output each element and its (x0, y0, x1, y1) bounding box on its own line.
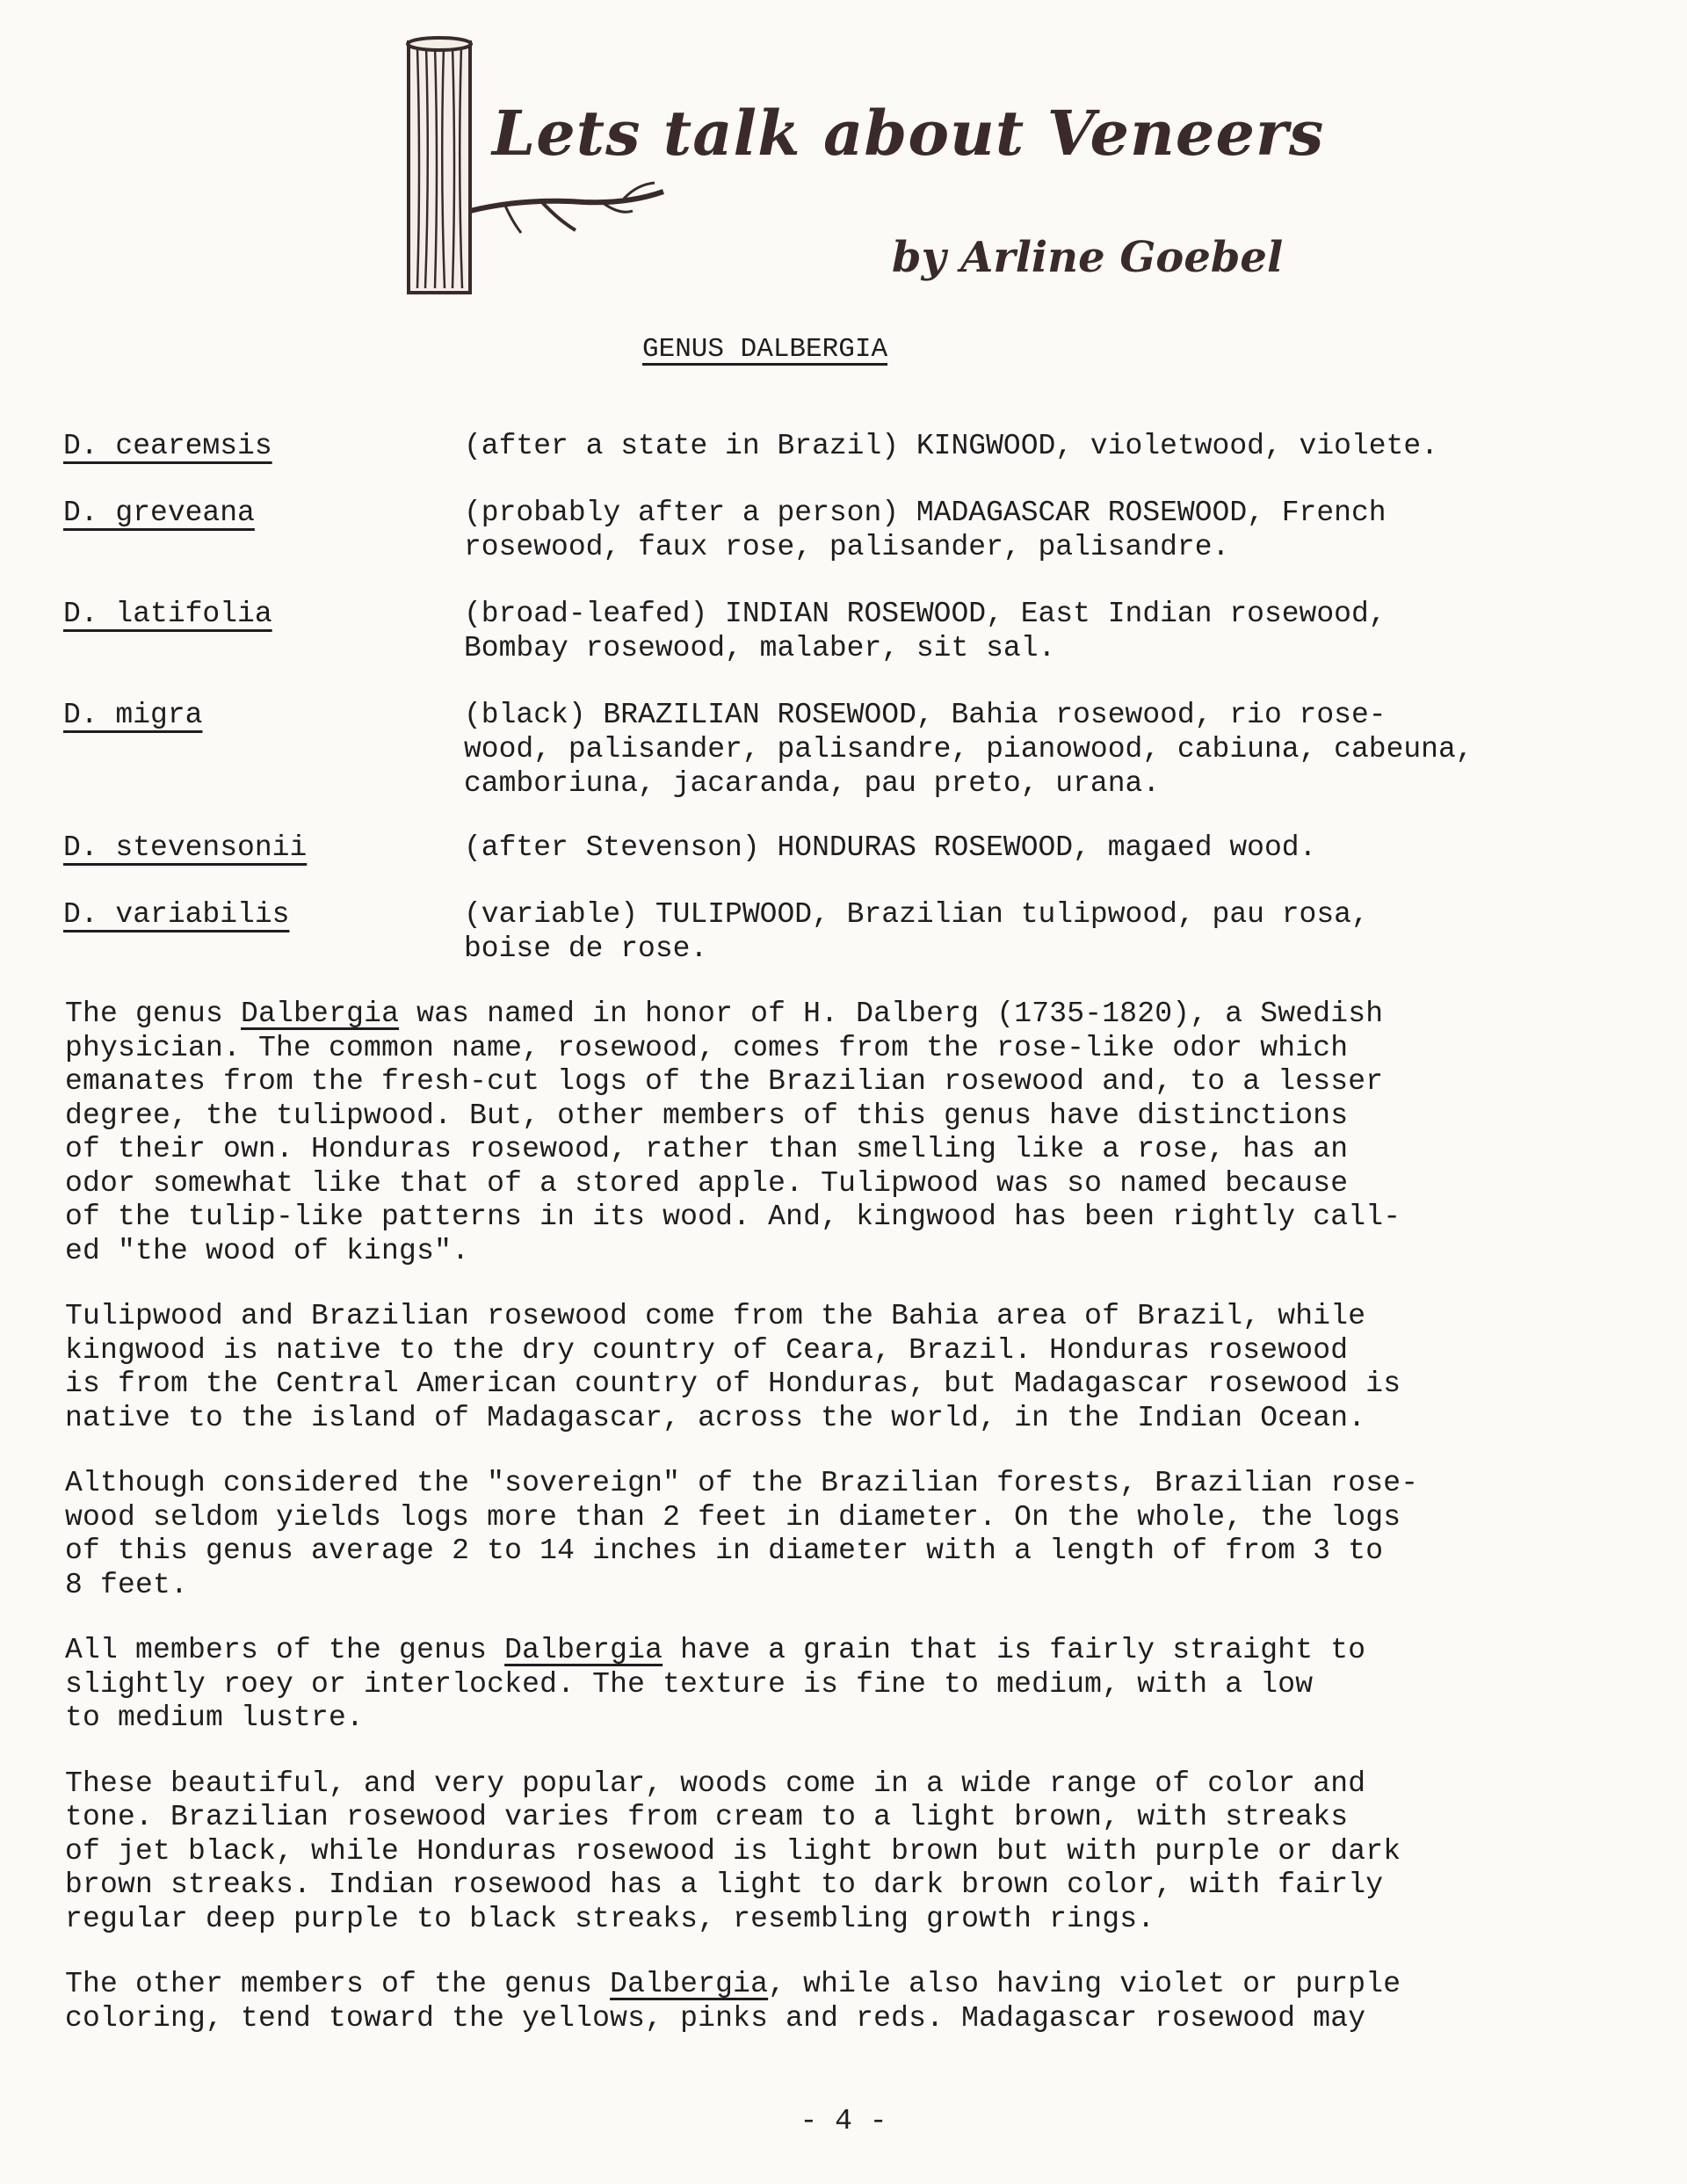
species-name: D. migra (63, 699, 203, 731)
species-description: (after a state in Brazil) KINGWOOD, violetwood, violete. (464, 430, 1438, 462)
paragraph-text: have a grain that is fairly straight to slightly roey or interlocked. The texture is fine to medium, with a low to medium lustre. (65, 1634, 1366, 1734)
species-entry (63, 897, 1636, 968)
paragraph (65, 998, 1629, 1268)
species-description: (probably after a person) MADAGASCAR ROSEWOOD, French rosewood, faux rose, palisander, palisandre. (464, 497, 1387, 563)
section-heading: GENUS DALBERGIA (642, 334, 888, 365)
header-logo (400, 35, 1325, 299)
species-description: (after Stevenson) HONDURAS ROSEWOOD, magaed wood. (464, 831, 1317, 864)
species-entry (63, 496, 1636, 597)
species-name: D. greveana (63, 497, 255, 529)
species-name: D. stevensonii (63, 831, 308, 864)
species-entry (63, 698, 1636, 831)
paragraph: Although considered the "sovereign" of the Brazilian forests, Brazilian rose- wood seldom yields logs more than 2 feet in diameter. On the whole, the logs of this genus average 2 to 14 inches in diameter with a length of from 3 to 8 feet. (65, 1467, 1419, 1601)
body-text (65, 998, 1629, 2067)
species-entry (63, 831, 1636, 897)
species-description: (broad-leafed) INDIAN ROSEWOOD, East Indian rosewood, Bombay rosewood, malaber, sit sal. (464, 598, 1387, 664)
genus-name-underlined: Dalbergia (610, 1968, 769, 2000)
paragraph-text: was named in honor of H. Dalberg (1735-1820), a Swedish physician. The common name, rosewood, comes from the rose-like odor which emanates from the fresh-cut logs of the Brazilian rosewood and, to a lesser degree, the tulipwood. But, other members of this genus have distinctions of their own. Honduras rosewood, rather than smelling like a rose, has an odor somewhat like that of a stored apple. Tulipwood was so named because of the tulip-like patterns in its wood. And, kingwood has been rightly call- ed "the wood of kings". (65, 998, 1401, 1267)
author-byline: by Arline Goebel (892, 233, 1284, 282)
paragraph-text: The genus (65, 998, 242, 1030)
species-name: D. latifolia (63, 598, 272, 630)
paragraph (65, 1634, 1629, 1736)
paragraph: These beautiful, and very popular, woods come in a wide range of color and tone. Brazilian rosewood varies from cream to a light brown, with streaks of jet black, while Honduras rosewood is light brown but with purple or dark brown streaks. Indian rosewood has a light to dark brown color, with fairly regular deep purple to black streaks, resembling growth rings. (65, 1767, 1401, 1935)
species-name: D. variabilis (63, 898, 290, 931)
species-name: D. ceareмsis (63, 430, 272, 462)
species-entry (63, 597, 1636, 698)
genus-name-underlined: Dalbergia (504, 1634, 663, 1666)
species-entry (63, 429, 1636, 496)
paragraph (65, 1968, 1629, 2035)
genus-name-underlined: Dalbergia (241, 998, 400, 1030)
paragraph: Tulipwood and Brazilian rosewood come from the Bahia area of Brazil, while kingwood is native to the dry country of Ceara, Brazil. Honduras rosewood is from the Central American country of Honduras, but Madagascar rosewood is native to the island of Madagascar, across the world, in the Indian Ocean. (65, 1300, 1401, 1434)
species-description: (black) BRAZILIAN ROSEWOOD, Bahia rosewood, rio rose- wood, palisander, palisandre, pianowood, cabiuna, cabeuna, camboriuna, jacaranda, pau preto, urana. (464, 699, 1473, 800)
species-list (63, 429, 1636, 968)
page-number: - 4 - (800, 2105, 887, 2137)
paragraph-text: All members of the genus (65, 1634, 505, 1666)
species-description: (variable) TULIPWOOD, Brazilian tulipwood, pau rosa, boise de rose. (464, 898, 1369, 965)
paragraph-text: The other members of the genus (65, 1968, 611, 2000)
paragraph-text: , while also having violet or purple coloring, tend toward the yellows, pinks and reds. Madagascar rosewood may (65, 1968, 1401, 2035)
page-title: Lets talk about Veneers (492, 97, 1325, 170)
